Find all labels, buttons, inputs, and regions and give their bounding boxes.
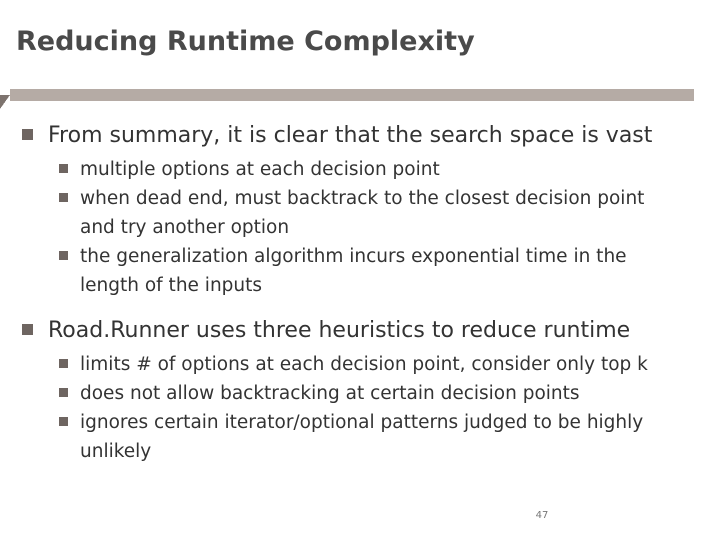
bullet-1-sub-2 xyxy=(22,184,702,242)
square-bullet-icon xyxy=(59,193,68,202)
bullet-2-sub-3 xyxy=(22,408,702,466)
bullet-1-sub-1 xyxy=(22,155,702,184)
square-bullet-icon xyxy=(59,417,68,426)
square-bullet-icon xyxy=(59,251,68,260)
bullet-2 xyxy=(22,316,702,346)
bullet-2-text: Road.Runner uses three heuristics to reduce runtime xyxy=(48,318,631,343)
title-rule-corner xyxy=(0,95,10,109)
slide-title: Reducing Runtime Complexity xyxy=(16,26,475,57)
bullet-2-sublist xyxy=(22,350,702,466)
bullet-2-sub-1 xyxy=(22,350,702,379)
bullet-2-sub-3-text: ignores certain iterator/optional patterns judged to be highly unlikely xyxy=(80,412,644,462)
square-bullet-icon xyxy=(59,359,68,368)
page-number: 47 xyxy=(535,510,549,521)
bullet-2-sub-2-text: does not allow backtracking at certain decision points xyxy=(80,383,580,404)
bullet-1-text: From summary, it is clear that the search space is vast xyxy=(48,123,653,148)
bullet-1 xyxy=(22,121,702,151)
bullet-2-sub-1-text: limits # of options at each decision point, consider only top k xyxy=(80,354,648,375)
square-bullet-icon xyxy=(59,164,68,173)
bullet-1-sub-3-text: the generalization algorithm incurs exponential time in the length of the inputs xyxy=(80,246,627,296)
slide-body xyxy=(22,121,702,466)
bullet-1-sub-3 xyxy=(22,242,702,300)
bullet-1-sublist xyxy=(22,155,702,300)
bullet-1-sub-2-text: when dead end, must backtrack to the closest decision point and try another option xyxy=(80,188,645,238)
bullet-2-sub-2 xyxy=(22,379,702,408)
title-rule xyxy=(10,89,694,101)
bullet-1-sub-1-text: multiple options at each decision point xyxy=(80,159,440,180)
square-bullet-icon xyxy=(59,388,68,397)
square-bullet-icon xyxy=(22,324,33,335)
square-bullet-icon xyxy=(22,129,33,140)
spacer xyxy=(22,300,702,316)
